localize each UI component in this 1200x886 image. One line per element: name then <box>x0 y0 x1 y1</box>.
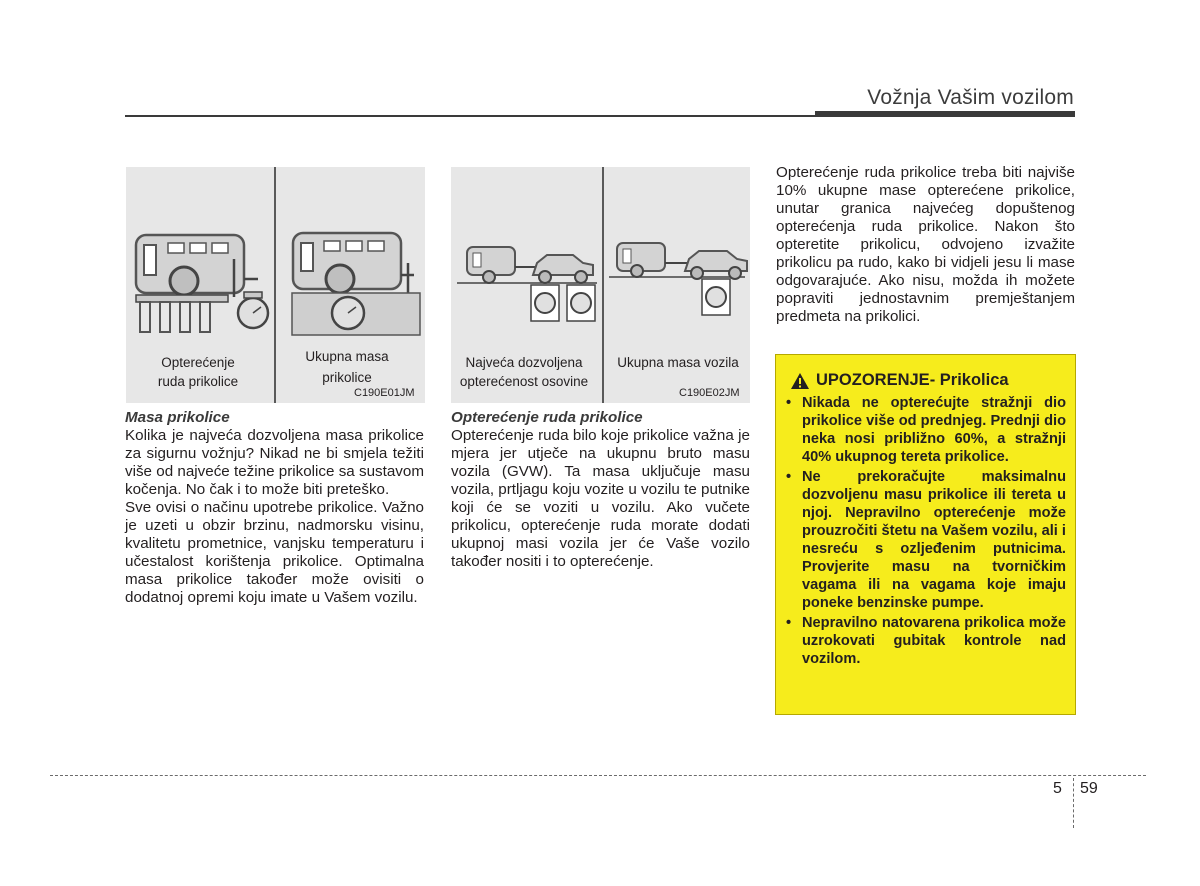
footer-dashed-rule <box>50 775 1146 776</box>
warning-title-sub: - Prikolica <box>929 371 1009 389</box>
figure-mid-code: C190E02JM <box>679 387 740 399</box>
header-rule <box>125 115 815 117</box>
figure-vehicle-weights <box>451 167 750 403</box>
warning-item-text: Nikada ne opterećujte stražnji dio prikolice više od prednjeg. Prednji dio neka nosi približno 60%, a stražnji 40% ukupnog tereta prikolice. <box>802 395 1066 465</box>
page-header-title: Vožnja Vašim vozilom <box>867 86 1074 109</box>
figure-mid-label-axle-1: Najveća dozvoljena <box>465 355 583 370</box>
warning-title <box>790 371 1009 390</box>
chapter-number: 5 <box>1053 780 1062 797</box>
figure-mid-label-gvw: Ukupna masa vozila <box>617 355 739 370</box>
warning-item <box>786 468 1066 612</box>
bullet-icon: • <box>786 469 792 485</box>
paragraph: Opterećenje ruda prikolice treba biti najviše 10% ukupne mase opterećene prikolice, unutar granica najvećeg dopuštenog opterećenja ruda prikolice. Nakon što opteretite prikolicu, odvojeno izvažite prikolicu pa rudo, kako bi vidjeli jesu li mase odgovarajuće. Ako nisu, možda ih možete popraviti jednostavnim premještanjem predmeta na prikolici. <box>776 164 1075 325</box>
bullet-icon: • <box>786 395 792 411</box>
warning-triangle-icon <box>790 372 810 390</box>
warning-list <box>786 394 1066 670</box>
warning-item <box>786 614 1066 668</box>
column-3 <box>776 164 1075 326</box>
paragraph: Opterećenje ruda bilo koje prikolice važna je mjera jer utječe na ukupnu bruto masu vozila (GVW). Ta masa uključuje masu vozila, prtljagu koju vozite u vozilu te putnike koji će se voziti u vozilu. Ako vučete prikolicu, opterećenje ruda morate dodati ukupnoj masi vozila jer će Vaše vozilo također nositi i to opterećenje. <box>451 427 750 570</box>
page-number: 59 <box>1080 780 1098 797</box>
figure-left-label-tongue-1: Opterećenje <box>161 355 235 370</box>
section-heading-trailer-weight: Masa prikolice <box>125 409 230 426</box>
paragraph: Kolika je najveća dozvoljena masa prikolice za sigurnu vožnju? Nikad ne bi smjela težiti više od najveće težine prikolice sa sustavom kočenja. No čak i to može biti preteško. <box>125 427 424 498</box>
figure-left-label-total-2: prikolice <box>322 370 372 385</box>
header-rule-accent <box>815 111 1075 117</box>
section-heading-tongue-weight: Opterećenje ruda prikolice <box>451 409 643 426</box>
footer-dashed-divider <box>1073 778 1074 828</box>
figure-left-label-tongue-2: ruda prikolice <box>157 374 239 389</box>
warning-item-text: Nepravilno natovarena prikolica može uzrokovati gubitak kontrole nad vozilom. <box>802 615 1066 667</box>
figure-left-code: C190E01JM <box>354 387 415 399</box>
column-1 <box>125 409 424 607</box>
figure-mid-label-axle-2: opterećenost osovine <box>459 374 589 389</box>
warning-title-main: UPOZORENJE <box>816 371 930 389</box>
paragraph: Sve ovisi o načinu upotrebe prikolice. Važno je uzeti u obzir brzinu, nadmorsku visinu, kvalitetu prometnice, vanjsku temperaturu i učestalost korištenja prikolice. Optimalna masa prikolice također može ovisiti o dodatnoj opremi koju imate u Vašem vozilu. <box>125 499 424 606</box>
warning-item-text: Ne prekoračujte maksimalnu dozvoljenu masu prikolice ili tereta u njoj. Nepravilno opterećenje može prouzročiti štetu na Vašem vozilu, ali i nesreću s ozljeđenim putnicima. Provjerite masu na tvorničkim vagama ili na vagama koje imaju poneke benzinske pumpe. <box>802 469 1066 611</box>
warning-box <box>775 354 1076 715</box>
warning-item <box>786 394 1066 466</box>
figure-left-label-total-1: Ukupna masa <box>305 349 389 364</box>
column-2 <box>451 409 750 571</box>
figure-trailer-weights <box>126 167 425 403</box>
bullet-icon: • <box>786 615 792 631</box>
